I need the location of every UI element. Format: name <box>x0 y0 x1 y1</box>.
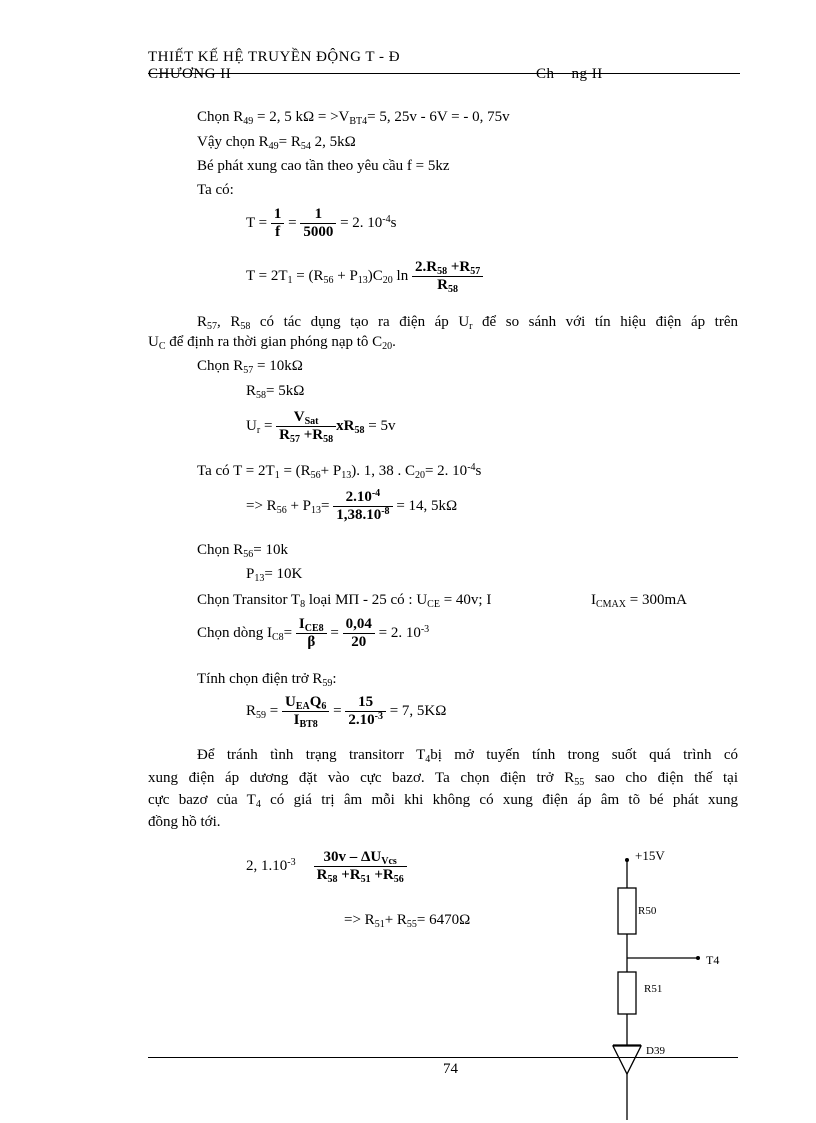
equation-r59 <box>246 694 446 729</box>
s: 8 <box>300 599 306 610</box>
t: có tác dụng tạo ra điện áp U <box>250 314 470 330</box>
t: R <box>246 702 257 719</box>
line-vay-chon <box>197 134 356 151</box>
s: 4 <box>255 799 261 810</box>
fraction <box>271 206 285 241</box>
s: 55 <box>406 919 417 930</box>
t: = 5kΩ <box>266 383 305 399</box>
t: = 2. 10 <box>424 463 468 479</box>
s: 58 <box>437 266 448 277</box>
n <box>314 849 407 867</box>
fraction <box>343 616 375 651</box>
s: 58 <box>240 321 251 332</box>
t: +R <box>370 867 394 883</box>
t: 2, 1.10 <box>246 857 288 874</box>
t: = <box>283 624 296 641</box>
t: + R <box>384 912 407 928</box>
t: = 7, 5KΩ <box>385 702 447 719</box>
d: 5000 <box>303 224 334 240</box>
t: V <box>293 409 305 425</box>
t: loại MΠ - 25 có : U <box>305 592 428 608</box>
s: 49 <box>243 116 254 127</box>
t: : <box>332 671 337 687</box>
t: U <box>246 417 257 434</box>
t: I <box>298 616 305 632</box>
fraction <box>300 206 336 241</box>
footer-rule <box>148 1057 738 1058</box>
d: β <box>307 634 316 650</box>
t: s <box>475 463 482 479</box>
d <box>276 427 336 444</box>
n: 1 <box>300 206 336 224</box>
t: U <box>148 334 159 350</box>
t: R <box>246 383 257 399</box>
s: C8 <box>272 631 284 643</box>
paragraph-2-line1 <box>197 747 738 764</box>
t: 2.10 <box>348 712 375 728</box>
n: 0,04 <box>343 616 375 634</box>
output-label: T4 <box>706 953 720 967</box>
line-chon-transitor <box>197 592 491 609</box>
s: r <box>469 321 473 332</box>
t: I <box>591 592 596 608</box>
t: sao cho điện thế tại <box>584 770 738 786</box>
e: -4 <box>467 462 476 473</box>
s: 58 <box>256 390 267 401</box>
t: Chọn dòng I <box>197 624 272 641</box>
s: 51 <box>374 919 385 930</box>
s: CE8 <box>304 623 324 634</box>
t: U <box>284 694 296 710</box>
t: Để tránh tình trạng transitorr T <box>197 747 426 763</box>
equation-t-2t1 <box>246 259 483 294</box>
fraction <box>276 409 336 444</box>
t: Tính chọn điện trở R <box>197 671 323 687</box>
fraction <box>412 259 483 294</box>
n: 1 <box>271 206 285 224</box>
n <box>412 259 483 277</box>
t: 30v – ΔU <box>323 849 382 865</box>
t: = <box>329 702 346 719</box>
t: R <box>316 867 328 883</box>
s: Vcs <box>381 856 397 867</box>
t: xung điện áp dương đặt vào cực bazơ. Ta chọn điện trở R <box>148 770 575 786</box>
t: +R <box>300 427 324 443</box>
t: 1,38.10 <box>336 507 382 523</box>
s: 20 <box>382 341 393 352</box>
s: 58 <box>448 284 458 295</box>
supply-label: +15V <box>635 848 665 863</box>
t: R <box>197 314 208 330</box>
s: 20 <box>414 470 425 481</box>
line-r58 <box>246 383 304 400</box>
line-chon-r49 <box>197 109 510 126</box>
t: = (R <box>279 463 311 479</box>
s: 56 <box>310 470 321 481</box>
t: Ta có T = 2T <box>197 463 275 479</box>
s: 20 <box>382 274 393 286</box>
n <box>282 694 329 712</box>
t: = <box>260 417 277 434</box>
t: + P <box>320 463 342 479</box>
s: 56 <box>393 874 404 885</box>
s: 1 <box>287 274 293 286</box>
t: => R <box>246 497 277 514</box>
equation-period <box>246 206 396 241</box>
s: CMAX <box>596 599 627 610</box>
t: cực bazơ của T <box>148 792 256 808</box>
header-chapter-right: Ch ng II <box>536 66 603 82</box>
t: = (R <box>292 267 324 284</box>
s: 49 <box>268 141 279 152</box>
t: = 2. 10 <box>336 214 383 231</box>
d <box>282 712 329 729</box>
t: I <box>293 712 300 728</box>
s: 6 <box>321 701 327 712</box>
resistor-r51 <box>618 972 636 1014</box>
t: = 5, 25v - 6V = - 0, 75v <box>367 109 510 125</box>
line-p13 <box>246 566 302 583</box>
s: BT4 <box>349 116 368 127</box>
s: 13 <box>341 470 352 481</box>
s: 57 <box>243 365 254 376</box>
t: T = <box>246 214 271 231</box>
paragraph-2-line4: đồng hồ tới. <box>148 814 221 830</box>
t: = <box>284 214 301 231</box>
e: -3 <box>287 856 296 868</box>
t: ). 1, 38 . C <box>351 463 415 479</box>
diode-triangle <box>613 1046 641 1074</box>
line-chon-dong <box>197 616 429 651</box>
output-node <box>696 956 700 960</box>
t: = 6470Ω <box>416 912 471 928</box>
paragraph-2-line3 <box>148 792 738 809</box>
t: = 2, 5 kΩ = >V <box>253 109 350 125</box>
t: = 40v; I <box>439 592 492 608</box>
paragraph-r57-r58-line2 <box>148 334 396 351</box>
d <box>333 507 392 524</box>
t: P <box>246 566 255 582</box>
t: = 2. 10 <box>374 624 421 641</box>
t: s <box>390 214 397 231</box>
t: Chọn R <box>197 109 244 125</box>
d <box>345 712 386 729</box>
e: -3 <box>374 711 383 722</box>
t: = 5v <box>364 417 396 434</box>
s: 59 <box>256 709 267 721</box>
d: f <box>275 224 281 240</box>
s: 58 <box>323 434 334 445</box>
t: 2.R <box>414 259 438 275</box>
circuit-diagram <box>580 840 750 1120</box>
s: 56 <box>243 549 254 560</box>
t: = <box>326 624 343 641</box>
t: R <box>279 427 290 443</box>
d: 20 <box>351 634 367 650</box>
line-be-phat-xung: Bé phát xung cao tần theo yêu cầu f = 5kz <box>197 158 450 174</box>
line-ta-co-t <box>197 463 481 480</box>
t: Chọn R <box>197 358 244 374</box>
s: 56 <box>323 274 334 286</box>
n <box>296 616 327 634</box>
r50-label: R50 <box>638 905 657 917</box>
s: r <box>256 424 261 436</box>
diode-label: D39 <box>646 1045 665 1057</box>
fraction <box>296 616 327 651</box>
n: 15 <box>345 694 386 712</box>
n <box>333 489 392 507</box>
header-rule <box>148 73 740 74</box>
e: -4 <box>382 213 391 225</box>
equation-r51-r55 <box>344 912 470 929</box>
s: 59 <box>322 678 333 689</box>
s: 51 <box>360 874 371 885</box>
fraction <box>333 489 392 524</box>
fraction <box>345 694 386 729</box>
supply-node <box>625 858 629 862</box>
paragraph-2-line2 <box>148 770 738 787</box>
s: 13 <box>311 504 321 516</box>
resistor-r50 <box>618 888 636 934</box>
equation-ur <box>246 409 395 444</box>
s: C <box>158 341 166 352</box>
line-tinh-chon-r59 <box>197 671 337 688</box>
t: +R <box>447 259 471 275</box>
r51-label: R51 <box>644 983 663 995</box>
t: + P <box>333 267 358 284</box>
equation-current <box>246 849 407 884</box>
header-chapter-left: CHƯƠNG II <box>148 66 232 82</box>
s: 57 <box>207 321 218 332</box>
s: 55 <box>574 777 585 788</box>
s: 13 <box>254 573 265 584</box>
d <box>314 867 407 884</box>
page-number: 74 <box>443 1061 458 1077</box>
t: +R <box>337 867 361 883</box>
e: -4 <box>371 488 381 499</box>
s: BT8 <box>299 719 318 730</box>
t: có giá trị âm mỗi khi không có xung điện áp âm tõ bé phát xung <box>260 792 738 808</box>
t: = 300mA <box>626 592 687 608</box>
t: bị mở tuyến tính trong suốt quá trình có <box>430 747 738 763</box>
s: EA <box>295 701 310 712</box>
t: . <box>392 334 396 350</box>
t: T = 2T <box>246 267 288 284</box>
t: R <box>437 277 448 293</box>
t: )C <box>367 267 383 284</box>
t: = 10kΩ <box>253 358 303 374</box>
t: => R <box>344 912 375 928</box>
t: ln <box>392 267 412 284</box>
s: CE <box>427 599 440 610</box>
t: = <box>321 497 334 514</box>
e: -8 <box>381 506 390 517</box>
fraction <box>282 694 329 729</box>
t: = R <box>278 134 301 150</box>
d <box>412 277 483 294</box>
line-icmax <box>591 592 687 609</box>
t: để định ra thời gian phóng nạp tô C <box>165 334 383 350</box>
n <box>276 409 336 427</box>
t: xR <box>336 417 355 434</box>
paragraph-r57-r58 <box>197 314 738 331</box>
line-ta-co: Ta có: <box>197 182 234 198</box>
t: 2.10 <box>345 489 372 505</box>
t: Q <box>309 694 322 710</box>
e: -3 <box>420 623 430 635</box>
t: Chọn R <box>197 542 244 558</box>
s: Sat <box>304 416 319 427</box>
t: , R <box>217 314 241 330</box>
t: để so sánh với tín hiệu điện áp trên <box>472 314 738 330</box>
header-title: THIẾT KẾ HỆ TRUYỀN ĐỘNG T - Đ <box>148 49 401 65</box>
line-chon-r56 <box>197 542 288 559</box>
s: 54 <box>300 141 311 152</box>
t: Vậy chọn R <box>197 134 269 150</box>
t: = 14, 5kΩ <box>392 497 458 514</box>
s: 58 <box>354 424 365 436</box>
t: + P <box>286 497 311 514</box>
s: 57 <box>470 266 481 277</box>
equation-r56-p13 <box>246 489 457 524</box>
t: Chọn Transitor T <box>197 592 301 608</box>
s: 58 <box>327 874 338 885</box>
t: = <box>266 702 282 719</box>
s: 4 <box>425 754 431 765</box>
s: 1 <box>274 470 280 481</box>
fraction <box>314 849 407 884</box>
s: 57 <box>290 434 300 445</box>
t: 2, 5kΩ <box>310 134 356 150</box>
s: 13 <box>357 274 368 286</box>
t: = 10k <box>253 542 288 558</box>
line-chon-r57 <box>197 358 303 375</box>
t: = 10K <box>264 566 303 582</box>
s: 56 <box>276 504 287 516</box>
